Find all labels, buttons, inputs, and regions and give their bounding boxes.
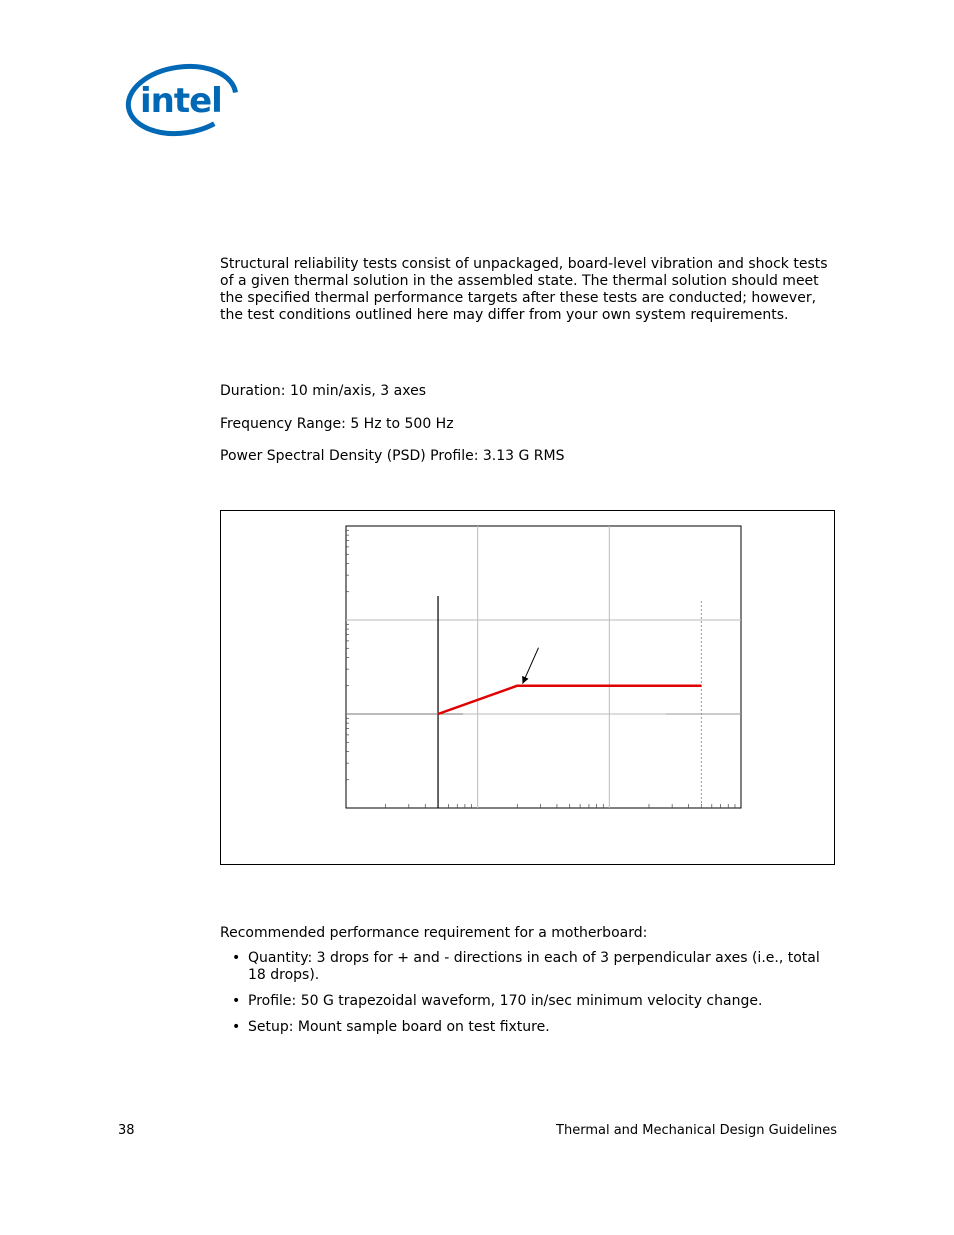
shock-requirement-list bbox=[232, 950, 832, 1045]
list-item bbox=[232, 993, 832, 1010]
bullet-dot: • bbox=[232, 993, 241, 1009]
list-item-text: Profile: 50 G trapezoidal waveform, 170 in/sec minimum velocity change. bbox=[248, 993, 763, 1009]
logo-text: intel bbox=[140, 81, 222, 121]
list-item-text: Quantity: 3 drops for + and - directions in each of 3 perpendicular axes (i.e., total 18 drops). bbox=[248, 950, 820, 983]
psd-chart bbox=[221, 511, 834, 864]
intel-logo-icon bbox=[124, 62, 240, 140]
plot-area-border bbox=[346, 526, 741, 808]
list-item bbox=[232, 1019, 832, 1036]
psd-chart-frame bbox=[220, 510, 835, 865]
list-item-text: Setup: Mount sample board on test fixture. bbox=[248, 1019, 550, 1035]
bullet-dot: • bbox=[232, 1019, 241, 1035]
footer-doc-title: Thermal and Mechanical Design Guidelines bbox=[556, 1123, 837, 1138]
intro-paragraph: Structural reliability tests consist of unpackaged, board-level vibration and shock tests of a given thermal solution in the assembled state. The thermal solution should meet the specified thermal performance targets after these tests are conducted; however, the test conditions outlined here may differ from your own system requirements. bbox=[220, 256, 828, 323]
vibration-psd-profile: Power Spectral Density (PSD) Profile: 3.13 G RMS bbox=[220, 448, 565, 464]
bullet-dot: • bbox=[232, 950, 241, 966]
vibration-duration: Duration: 10 min/axis, 3 axes bbox=[220, 383, 427, 399]
vibration-frequency-range: Frequency Range: 5 Hz to 500 Hz bbox=[220, 416, 454, 432]
list-item bbox=[232, 950, 832, 984]
page-number: 38 bbox=[118, 1123, 135, 1138]
shock-intro: Recommended performance requirement for a motherboard: bbox=[220, 925, 648, 941]
